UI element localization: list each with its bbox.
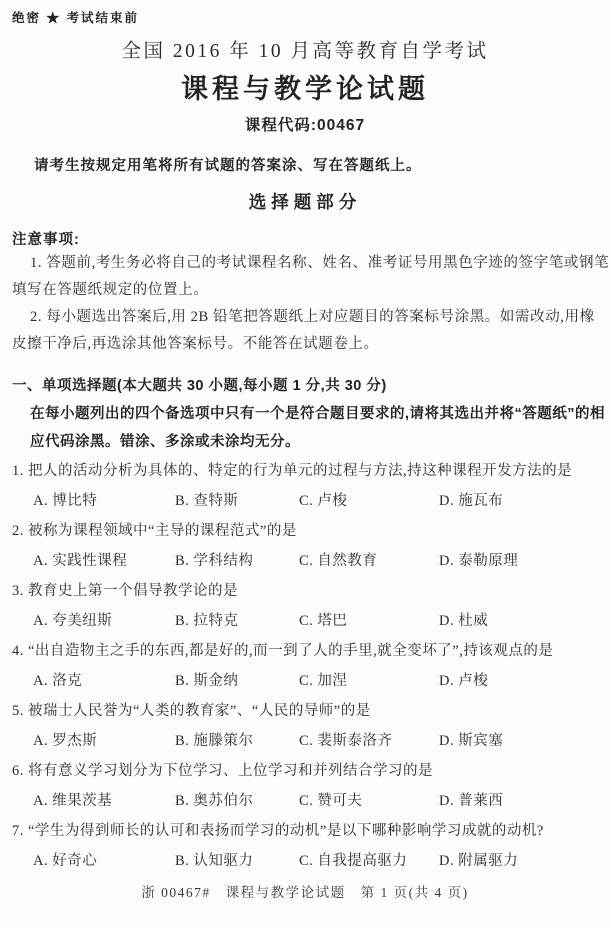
course-code: 课程代码:00467: [244, 117, 366, 134]
option-c: C. 裴斯泰洛齐: [299, 733, 393, 749]
option-a: A. 洛克: [33, 673, 83, 689]
option-b: B. 学科结构: [175, 553, 254, 569]
option-b: B. 施滕策尔: [175, 733, 254, 749]
options-row: [0, 546, 610, 576]
option-a: A. 好奇心: [33, 853, 98, 869]
option-c: C. 塔巴: [299, 613, 348, 629]
question-stem: 1. 把人的活动分析为具体的、特定的行为单元的过程与方法,持这种课程开发方法的是: [12, 463, 573, 479]
option-b: B. 斯金纳: [175, 673, 239, 689]
notice-line-3: 2. 每小题选出答案后,用 2B 铅笔把答题纸上对应题目的答案标号涂黑。如需改动,用橡: [30, 309, 595, 325]
options-row: [0, 666, 610, 696]
option-d: D. 普莱西: [439, 793, 504, 809]
question-7: [0, 816, 610, 876]
part-one-instruction-line-2: 应代码涂黑。错涂、多涂或未涂均无分。: [30, 434, 300, 450]
option-c: C. 加涅: [299, 673, 348, 689]
question-5: [0, 696, 610, 756]
option-d: D. 施瓦布: [439, 493, 504, 509]
option-a: A. 维果茨基: [33, 793, 113, 809]
question-stem: 7. “学生为得到师长的认可和表扬而学习的动机”是以下哪种影响学习成就的动机?: [12, 823, 544, 839]
options-row: [0, 606, 610, 636]
paper-title: 课程与教学论试题: [181, 74, 429, 104]
part-one-instruction-line-1: 在每小题列出的四个备选项中只有一个是符合题目要求的,请将其选出并将“答题纸”的相: [30, 406, 606, 422]
question-1: [0, 456, 610, 516]
notice-line-2: 填写在答题纸规定的位置上。: [12, 282, 209, 298]
question-stem: 3. 教育史上第一个倡导教学论的是: [12, 583, 238, 599]
question-3: [0, 576, 610, 636]
option-b: B. 查特斯: [175, 493, 239, 509]
notice-line-1: 1. 答题前,考生务必将自己的考试课程名称、姓名、准考证号用黑色字迹的签字笔或钢笔: [30, 255, 610, 271]
option-a: A. 罗杰斯: [33, 733, 98, 749]
options-row: [0, 786, 610, 816]
options-row: [0, 726, 610, 756]
option-d: D. 泰勒原理: [439, 553, 519, 569]
option-b: B. 拉特克: [175, 613, 239, 629]
section-title: 选择题部分: [248, 192, 362, 212]
part-one-heading: 一、单项选择题(本大题共 30 小题,每小题 1 分,共 30 分): [12, 378, 387, 394]
question-stem: 6. 将有意义学习划分为下位学习、上位学习和并列结合学习的是: [12, 763, 433, 779]
security-classification: 绝密 ★ 考试结束前: [12, 11, 139, 25]
preface-instruction: 请考生按规定用笔将所有试题的答案涂、写在答题纸上。: [34, 158, 422, 174]
option-c: C. 赞可夫: [299, 793, 363, 809]
option-b: B. 奥苏伯尔: [175, 793, 254, 809]
exam-session-title: 全国 2016 年 10 月高等教育自学考试: [121, 41, 489, 62]
question-6: [0, 756, 610, 816]
option-a: A. 实践性课程: [33, 553, 128, 569]
option-c: C. 卢梭: [299, 493, 348, 509]
option-d: D. 卢梭: [439, 673, 489, 689]
option-d: D. 杜威: [439, 613, 489, 629]
option-a: A. 夸美纽斯: [33, 613, 113, 629]
option-d: D. 附属驱力: [439, 853, 519, 869]
notice-line-4: 皮擦干净后,再选涂其他答案标号。不能答在试题卷上。: [12, 336, 379, 352]
option-b: B. 认知驱力: [175, 853, 254, 869]
question-stem: 2. 被称为课程领域中“主导的课程范式”的是: [12, 523, 297, 539]
option-a: A. 博比特: [33, 493, 98, 509]
options-row: [0, 846, 610, 876]
notice-heading: 注意事项:: [12, 232, 80, 248]
question-stem: 4. “出自造物主之手的东西,都是好的,而一到了人的手里,就全变坏了”,持该观点的是: [12, 643, 554, 659]
option-d: D. 斯宾塞: [439, 733, 504, 749]
page-footer: 浙 00467# 课程与教学论试题 第 1 页(共 4 页): [141, 885, 469, 900]
question-2: [0, 516, 610, 576]
question-stem: 5. 被瑞士人民誉为“人类的教育家”、“人民的导师”的是: [12, 703, 371, 719]
option-c: C. 自我提高驱力: [299, 853, 408, 869]
question-4: [0, 636, 610, 696]
option-c: C. 自然教育: [299, 553, 378, 569]
options-row: [0, 486, 610, 516]
